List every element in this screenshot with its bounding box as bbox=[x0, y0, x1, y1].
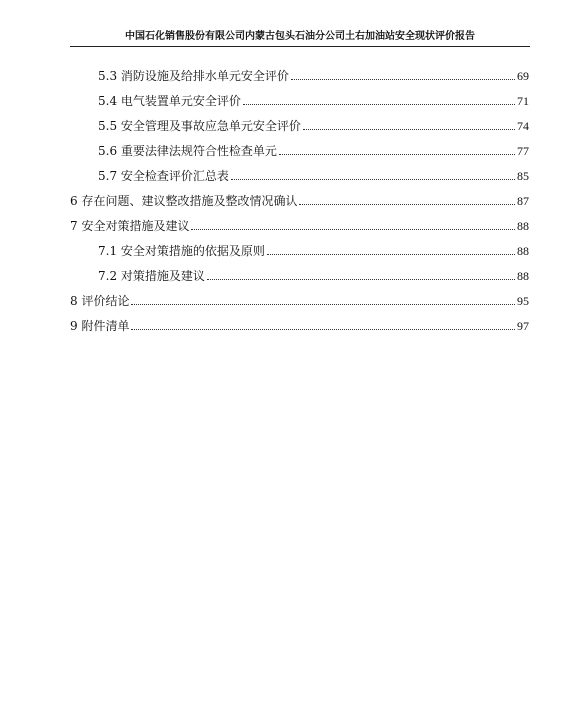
toc-leader-dots bbox=[291, 78, 515, 80]
toc-leader-dots bbox=[231, 178, 515, 180]
toc-leader-dots bbox=[303, 128, 515, 130]
toc-leader-dots bbox=[191, 228, 515, 230]
toc-entry[interactable] bbox=[98, 64, 529, 84]
toc-entry-label: 5.3 消防设施及给排水单元安全评价 bbox=[98, 69, 289, 83]
toc-leader-dots bbox=[131, 303, 515, 305]
toc-entry-page: 74 bbox=[517, 119, 529, 133]
toc-entry[interactable] bbox=[98, 89, 529, 109]
toc-entry-page: 69 bbox=[517, 69, 529, 83]
toc-entry-label: 8 评价结论 bbox=[70, 294, 130, 308]
header-divider bbox=[70, 46, 530, 47]
toc-entry-page: 88 bbox=[517, 244, 529, 258]
toc-entry-page: 77 bbox=[517, 144, 529, 158]
toc-entry[interactable] bbox=[70, 314, 529, 334]
toc-entry[interactable] bbox=[98, 139, 529, 159]
toc-entry[interactable] bbox=[70, 289, 529, 309]
toc-entry[interactable] bbox=[98, 264, 529, 284]
toc-entry[interactable] bbox=[98, 239, 529, 259]
toc-entry-page: 88 bbox=[517, 269, 529, 283]
toc-entry-page: 88 bbox=[517, 219, 529, 233]
toc-entry[interactable] bbox=[98, 164, 529, 184]
toc-entry-page: 95 bbox=[517, 294, 529, 308]
toc-entry-label: 9 附件清单 bbox=[70, 319, 130, 333]
toc-leader-dots bbox=[267, 253, 515, 255]
toc-entry[interactable] bbox=[70, 189, 529, 209]
toc-entry-label: 5.7 安全检查评价汇总表 bbox=[98, 169, 229, 183]
toc-entry-page: 71 bbox=[517, 94, 529, 108]
toc-entry-label: 5.5 安全管理及事故应急单元安全评价 bbox=[98, 119, 301, 133]
toc-entry[interactable] bbox=[98, 114, 529, 134]
toc-leader-dots bbox=[131, 328, 515, 330]
toc-entry-page: 97 bbox=[517, 319, 529, 333]
toc-entry[interactable] bbox=[70, 214, 529, 234]
toc-leader-dots bbox=[207, 278, 515, 280]
toc-entry-label: 6 存在问题、建议整改措施及整改情况确认 bbox=[70, 194, 298, 208]
toc-leader-dots bbox=[243, 103, 515, 105]
toc-entry-label: 7.1 安全对策措施的依据及原则 bbox=[98, 244, 265, 258]
toc-leader-dots bbox=[299, 203, 515, 205]
toc-leader-dots bbox=[279, 153, 515, 155]
toc-entry-label: 7 安全对策措施及建议 bbox=[70, 219, 190, 233]
toc-entry-page: 85 bbox=[517, 169, 529, 183]
toc-entry-label: 5.6 重要法律法规符合性检查单元 bbox=[98, 144, 277, 158]
running-header: 中国石化销售股份有限公司内蒙古包头石油分公司土右加油站安全现状评价报告 bbox=[125, 31, 475, 42]
toc-entry-label: 7.2 对策措施及建议 bbox=[98, 269, 205, 283]
toc-entry-label: 5.4 电气装置单元安全评价 bbox=[98, 94, 241, 108]
toc-entry-page: 87 bbox=[517, 194, 529, 208]
